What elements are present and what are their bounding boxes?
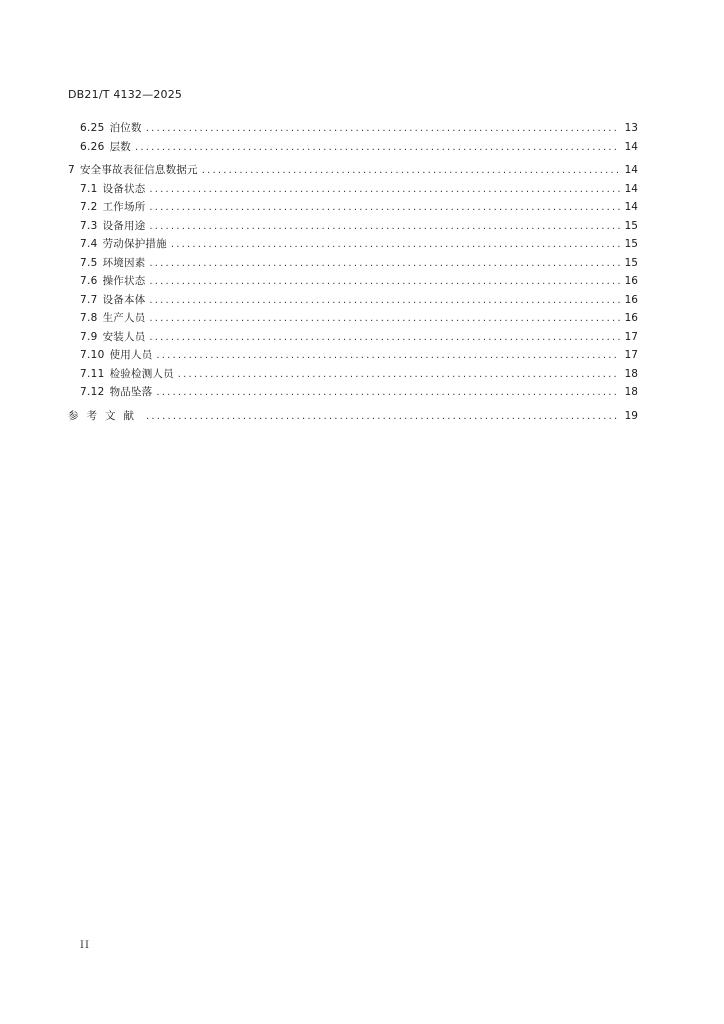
toc-entry[interactable] xyxy=(68,383,638,402)
toc-entry-title: 工作场所 xyxy=(102,201,146,213)
toc-entry[interactable] xyxy=(68,198,638,217)
toc-entry-number: 6.25 xyxy=(80,122,105,134)
toc-entry-page: 18 xyxy=(624,386,638,398)
toc-entry-number: 7.1 xyxy=(80,182,98,195)
toc-entry-number: 6.26 xyxy=(80,140,105,153)
toc-entry-number: 7.12 xyxy=(80,386,105,398)
toc-entry-title: 使用人员 xyxy=(109,349,153,361)
toc-entry[interactable] xyxy=(68,235,638,254)
toc-leader-dots xyxy=(156,384,620,403)
toc-entry-number: 7.7 xyxy=(80,293,98,306)
toc-entry-page: 14 xyxy=(624,201,638,213)
toc-entry[interactable] xyxy=(68,272,638,291)
toc-entry-title: 层数 xyxy=(109,140,131,153)
toc-entry-page: 19 xyxy=(624,409,638,422)
toc-entry-number: 7.11 xyxy=(80,367,105,380)
toc-entry-title: 设备本体 xyxy=(102,293,146,306)
toc-entry-page: 18 xyxy=(624,367,638,380)
toc-leader-dots xyxy=(149,218,620,237)
toc-leader-dots xyxy=(149,273,620,292)
toc-entry[interactable] xyxy=(68,291,638,310)
toc-entry[interactable] xyxy=(68,180,638,199)
toc-entry-title: 设备状态 xyxy=(102,182,146,195)
toc-entry-page: 17 xyxy=(624,349,638,361)
toc-entry-page: 15 xyxy=(624,238,638,250)
toc-leader-dots xyxy=(171,236,620,255)
toc-entry-title: 生产人员 xyxy=(102,312,146,324)
toc-entry-number: 7.9 xyxy=(80,330,98,343)
toc-entry-number: 7.4 xyxy=(80,238,98,250)
toc-entry-title: 安全事故表征信息数据元 xyxy=(79,164,198,176)
toc-entry-title: 泊位数 xyxy=(109,122,142,134)
toc-leader-dots xyxy=(149,181,620,200)
toc-entry-page: 14 xyxy=(624,164,638,176)
toc-entry-number: 7.3 xyxy=(80,219,98,232)
toc-entry-page: 15 xyxy=(624,219,638,232)
toc-entry[interactable] xyxy=(68,161,638,180)
toc-entry-page: 16 xyxy=(624,293,638,306)
toc-leader-dots xyxy=(202,162,620,181)
toc-leader-dots xyxy=(156,347,620,366)
toc-leader-dots xyxy=(149,310,620,329)
toc-entry-title: 物品坠落 xyxy=(109,386,153,398)
toc-entry-page: 16 xyxy=(624,312,638,324)
toc-entry[interactable] xyxy=(68,365,638,384)
toc-leader-dots xyxy=(178,366,620,385)
table-of-contents xyxy=(68,119,638,425)
toc-leader-dots xyxy=(149,292,620,311)
toc-entry[interactable] xyxy=(68,346,638,365)
toc-entry-title: 操作状态 xyxy=(102,275,146,287)
toc-leader-dots xyxy=(146,408,620,427)
toc-leader-dots xyxy=(135,139,620,158)
toc-entry-title: 劳动保护措施 xyxy=(102,238,167,250)
document-code: DB21/T 4132—2025 xyxy=(68,88,183,101)
toc-leader-dots xyxy=(149,199,620,218)
toc-entry-page: 13 xyxy=(624,122,638,134)
toc-entry-number: 7.8 xyxy=(80,312,98,324)
toc-entry-title: 环境因素 xyxy=(102,256,146,269)
toc-entry-page: 16 xyxy=(624,275,638,287)
toc-entry-page: 17 xyxy=(624,330,638,343)
toc-entry-title: 参考文献 xyxy=(68,409,142,422)
toc-entry[interactable] xyxy=(68,119,638,138)
toc-leader-dots xyxy=(146,120,620,139)
toc-entry[interactable] xyxy=(68,138,638,157)
toc-entry-page: 14 xyxy=(624,182,638,195)
toc-entry-number: 7.5 xyxy=(80,256,98,269)
toc-leader-dots xyxy=(149,255,620,274)
toc-leader-dots xyxy=(149,329,620,348)
toc-entry[interactable] xyxy=(68,309,638,328)
toc-entry-title: 安装人员 xyxy=(102,330,146,343)
toc-entry-page: 14 xyxy=(624,140,638,153)
toc-entry-number: 7 xyxy=(68,164,75,176)
toc-entry[interactable] xyxy=(68,217,638,236)
toc-entry-references[interactable] xyxy=(68,407,638,426)
toc-entry-page: 15 xyxy=(624,256,638,269)
toc-entry-number: 7.10 xyxy=(80,349,105,361)
toc-entry[interactable] xyxy=(68,328,638,347)
page-number: II xyxy=(80,940,90,951)
toc-entry[interactable] xyxy=(68,254,638,273)
toc-entry-number: 7.6 xyxy=(80,275,98,287)
toc-entry-title: 设备用途 xyxy=(102,219,146,232)
toc-entry-number: 7.2 xyxy=(80,201,98,213)
toc-entry-title: 检验检测人员 xyxy=(109,367,174,380)
